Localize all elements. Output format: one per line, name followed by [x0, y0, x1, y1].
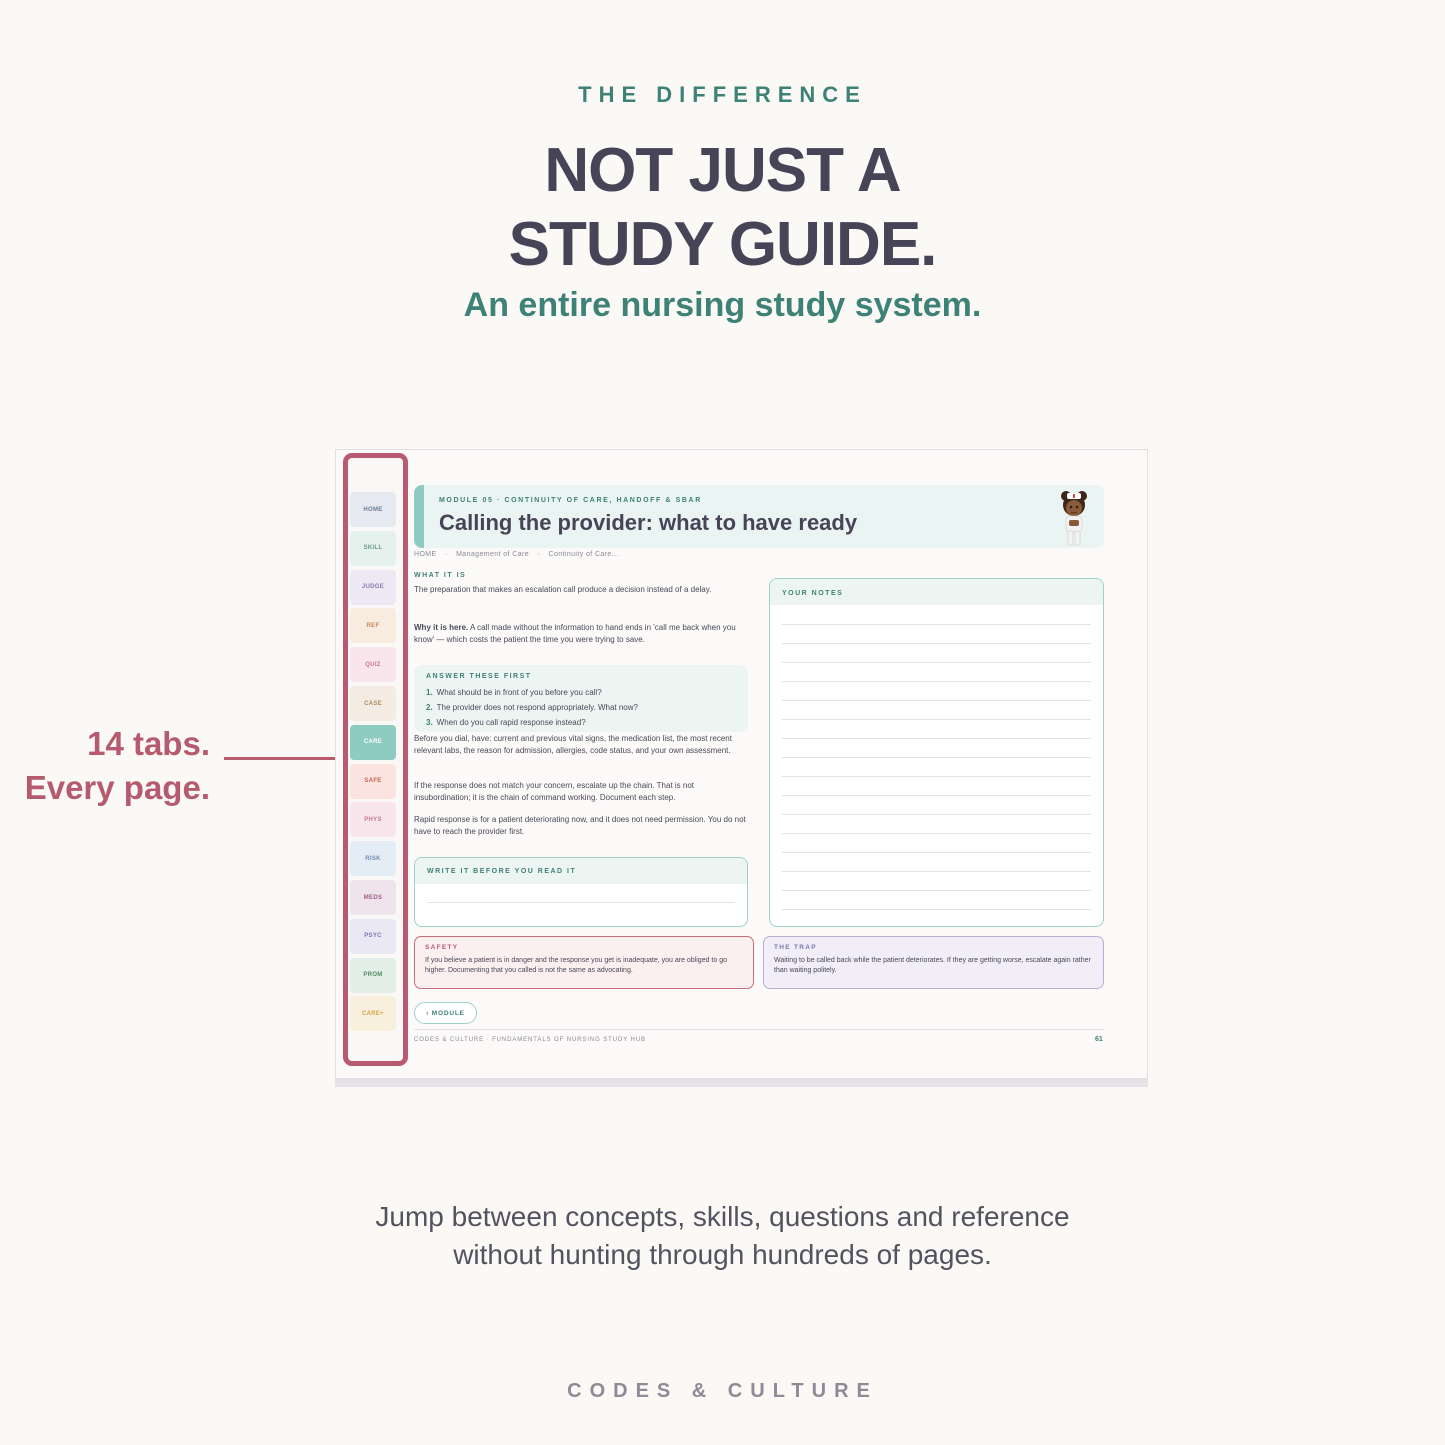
breadcrumb-continuity-of-care[interactable]: Continuity of Care... — [548, 551, 619, 558]
safety-text: If you believe a patient is in danger and the response you get is inadequate, you are obliged to go higher. Documenting that you called is not the same as advocating. — [425, 957, 727, 974]
paragraph-before-you-dial: Before you dial, have: current and previous vital signs, the medication list, the most recent relevant labs, the reason for admission, allergies, code status, and your own assessment. — [414, 734, 732, 755]
tab-psyc[interactable]: PSYC — [350, 919, 396, 954]
note-line — [782, 795, 1091, 796]
callout-pointer — [224, 757, 336, 760]
subheadline: An entire nursing study system. — [463, 286, 982, 324]
write-it-before-box[interactable] — [414, 857, 748, 927]
page-header — [414, 485, 1104, 548]
page-title: Calling the provider: what to have ready — [439, 510, 858, 535]
caption-line-1: Jump between concepts, skills, questions and reference — [375, 1201, 1070, 1232]
note-line — [782, 624, 1091, 625]
why-text: A call made without the information to hand ends in 'call me back when you know' — which costs the patient the time you were trying to save. — [414, 623, 736, 644]
note-line — [782, 681, 1091, 682]
tab-phys[interactable]: PHYS — [350, 802, 396, 837]
note-line — [782, 909, 1091, 910]
headline-line-1: NOT JUST A — [544, 136, 901, 205]
tab-safe[interactable]: SAFE — [350, 764, 396, 799]
back-to-module-button[interactable]: ‹ MODULE — [414, 1002, 477, 1024]
list-item: 3. When do you call rapid response instead? — [426, 718, 586, 727]
tab-prom[interactable]: PROM — [350, 958, 396, 993]
trap-callout — [763, 936, 1104, 989]
note-line — [782, 852, 1091, 853]
note-line — [782, 719, 1091, 720]
note-line — [782, 814, 1091, 815]
notes-label: YOUR NOTES — [782, 590, 844, 597]
breadcrumb-management-of-care[interactable]: Management of Care — [456, 551, 530, 558]
tab-risk[interactable]: RISK — [350, 841, 396, 876]
question-list — [426, 685, 638, 730]
tab-care-plus[interactable]: CARE+ — [350, 996, 396, 1031]
nurse-avatar-icon — [1054, 487, 1094, 547]
tab-judge[interactable]: JUDGE — [350, 570, 396, 605]
caption — [0, 1198, 1445, 1274]
breadcrumb-home[interactable]: HOME — [414, 551, 437, 558]
what-it-is-label: WHAT IT IS — [414, 572, 467, 579]
note-line — [782, 871, 1091, 872]
breadcrumb-separator: · — [444, 551, 448, 558]
trap-label: THE TRAP — [774, 944, 817, 951]
caption-line-2: without hunting through hundreds of pages. — [453, 1239, 992, 1270]
trap-text: Waiting to be called back while the patient deteriorates. If they are getting worse, escalate again rather than waiting politely. — [774, 957, 1091, 974]
breadcrumb-separator: · — [537, 551, 541, 558]
tab-column-highlight — [343, 453, 408, 1066]
header-accent-bar — [414, 485, 424, 548]
tab-home[interactable]: HOME — [350, 492, 396, 527]
tab-care[interactable]: CARE — [350, 725, 396, 760]
your-notes-box[interactable] — [769, 578, 1104, 927]
answer-these-first-box — [414, 665, 748, 732]
safety-callout — [414, 936, 754, 989]
eyebrow-label: THE DIFFERENCE — [578, 82, 867, 107]
headline — [0, 134, 1445, 282]
footer-divider — [414, 1029, 1104, 1030]
paragraph-rapid-response: Rapid response is for a patient deteriorating now, and it does not need permission. You do not have to reach the provider first. — [414, 815, 746, 836]
why-it-is-here — [414, 622, 744, 646]
breadcrumb — [414, 551, 625, 558]
note-line — [782, 776, 1091, 777]
tab-meds[interactable]: MEDS — [350, 880, 396, 915]
tabs-callout — [25, 722, 210, 810]
headline-line-2: STUDY GUIDE. — [508, 210, 937, 279]
tab-skill[interactable]: SKILL — [350, 531, 396, 566]
list-item: 1. What should be in front of you before you call? — [426, 688, 602, 697]
write-box-label: WRITE IT BEFORE YOU READ IT — [427, 868, 577, 875]
what-it-is-text: The preparation that makes an escalation call produce a decision instead of a delay. — [414, 585, 712, 594]
note-line — [782, 833, 1091, 834]
safety-label: SAFETY — [425, 944, 459, 951]
tab-ref[interactable]: REF — [350, 608, 396, 643]
tab-case[interactable]: CASE — [350, 686, 396, 721]
note-line — [782, 643, 1091, 644]
note-line — [782, 662, 1091, 663]
tab-quiz[interactable]: QUIZ — [350, 647, 396, 682]
callout-line-2: Every page. — [24, 769, 210, 806]
callout-line-1: 14 tabs. — [87, 725, 210, 762]
answer-label: ANSWER THESE FIRST — [426, 673, 532, 680]
note-line — [782, 738, 1091, 739]
paragraph-escalate: If the response does not match your concern, escalate up the chain. That is not insubordination; it is the chain of command working. Document each step. — [414, 781, 695, 802]
why-label: Why it is here. — [414, 623, 469, 632]
note-line — [782, 890, 1091, 891]
module-label: MODULE 05 · CONTINUITY OF CARE, HANDOFF & SBAR — [439, 497, 702, 504]
list-item: 2. The provider does not respond appropriately. What now? — [426, 703, 638, 712]
note-line — [782, 700, 1091, 701]
brand-wordmark: CODES & CULTURE — [567, 1380, 878, 1402]
note-line — [782, 757, 1091, 758]
page-number: 61 — [1095, 1036, 1103, 1043]
page-footer: CODES & CULTURE · FUNDAMENTALS OF NURSING STUDY HUB — [414, 1037, 646, 1043]
write-line — [427, 902, 735, 903]
